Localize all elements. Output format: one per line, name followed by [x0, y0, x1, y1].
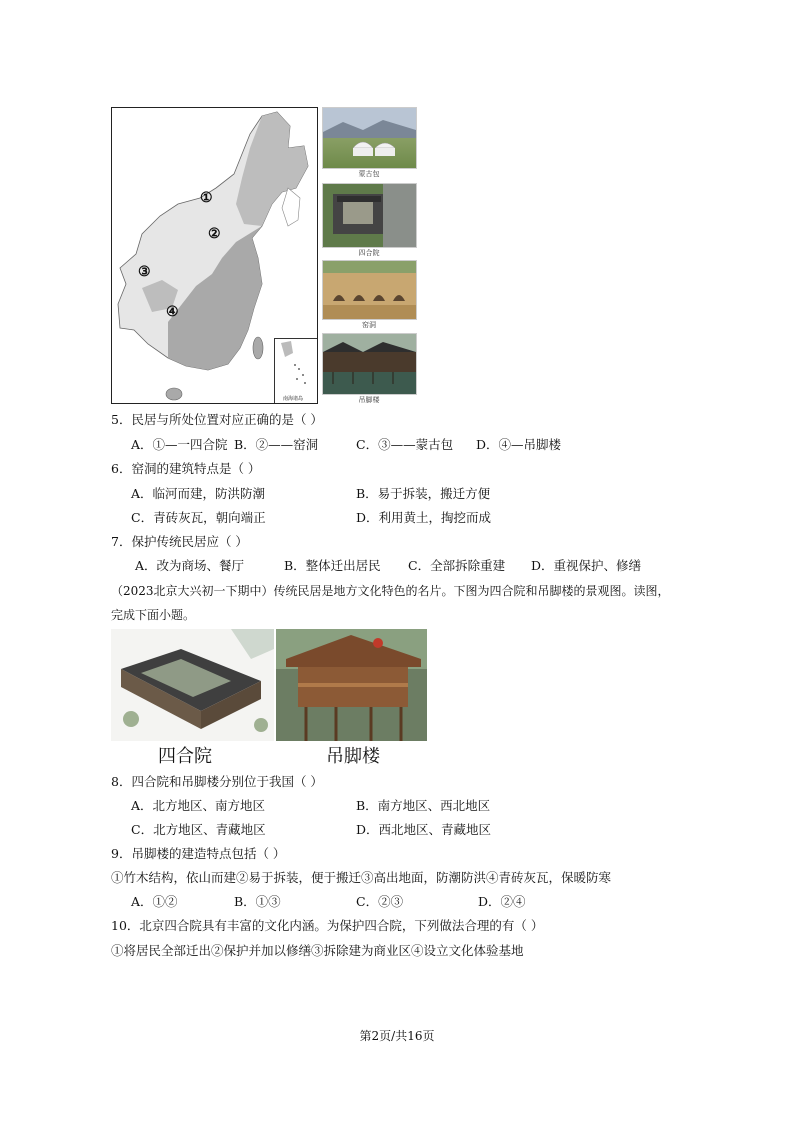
- q5-option-b[interactable]: B．②——窑洞: [234, 437, 319, 452]
- q8-option-b[interactable]: B．南方地区、西北地区: [356, 798, 491, 813]
- cave-dwelling-caption: 窑洞: [362, 321, 376, 329]
- q6-option-c[interactable]: C．青砖灰瓦，朝向端正: [131, 510, 266, 525]
- cave-dwelling-photo: [322, 260, 417, 320]
- china-map: [111, 107, 318, 404]
- siheyuan-caption: 四合院: [158, 746, 212, 767]
- stilt-house-photo: [322, 333, 417, 395]
- intro-line-2: 完成下面小题。: [111, 608, 196, 622]
- q10-stem: 10．北京四合院具有丰富的文化内涵。为保护四合院，下列做法合理的有（ ）: [111, 918, 544, 933]
- map-marker-4: ④: [166, 304, 179, 320]
- inset-label: 南海诸岛: [283, 396, 304, 402]
- q7-stem: 7．保护传统民居应（ ）: [111, 534, 248, 549]
- courtyard-caption: 四合院: [358, 249, 380, 257]
- q8-option-d[interactable]: D．西北地区、青藏地区: [356, 822, 492, 837]
- courtyard-photo: [322, 183, 417, 248]
- q5-stem: 5．民居与所处位置对应正确的是（ ）: [111, 412, 323, 427]
- q9-option-d[interactable]: D．②④: [478, 894, 526, 909]
- q8-option-a[interactable]: A．北方地区、南方地区: [131, 798, 266, 813]
- stilt-house-icon: [323, 334, 416, 394]
- map-marker-1: ①: [200, 190, 213, 206]
- q7-option-d[interactable]: D．重视保护、修缮: [531, 558, 642, 573]
- q5-option-d[interactable]: D．④—吊脚楼: [476, 437, 562, 452]
- q6-option-a[interactable]: A．临河而建，防洪防潮: [131, 486, 266, 501]
- q8-option-c[interactable]: C．北方地区、青藏地区: [131, 822, 266, 837]
- inset-islands-icon: [275, 339, 317, 395]
- q7-option-b[interactable]: B．整体迁出居民: [284, 558, 381, 573]
- q10-detail: ①将居民全部迁出②保护并加以修缮③拆除建为商业区④设立文化体验基地: [111, 943, 524, 958]
- q9-option-a[interactable]: A．①②: [131, 894, 178, 909]
- q7-option-a[interactable]: A．改为商场、餐厅: [135, 558, 245, 573]
- q9-option-b[interactable]: B．①③: [234, 894, 281, 909]
- q6-option-d[interactable]: D．利用黄土，掏挖而成: [356, 510, 492, 525]
- south-china-sea-inset: [274, 338, 318, 404]
- diaojiaolou-caption: 吊脚楼: [326, 746, 380, 767]
- diaojiaolou-icon: [276, 629, 427, 741]
- map-marker-2: ②: [208, 226, 221, 242]
- siheyuan-icon: [111, 629, 274, 741]
- yurt-photo: [322, 107, 417, 169]
- q5-option-a[interactable]: A．①—一四合院: [131, 437, 228, 452]
- q6-stem: 6．窑洞的建筑特点是（ ）: [111, 461, 261, 476]
- courtyard-icon: [323, 184, 416, 247]
- siheyuan-image: [111, 629, 274, 741]
- diaojiaolou-image: [276, 629, 427, 741]
- intro-line-1: （2023北京大兴初一下期中）传统民居是地方文化特色的名片。下图为四合院和吊脚楼的景观图。读图，: [111, 584, 670, 598]
- q5-option-c[interactable]: C．③——蒙古包: [356, 437, 454, 452]
- stilt-house-caption: 吊脚楼: [358, 396, 380, 404]
- q7-option-c[interactable]: C．全部拆除重建: [408, 558, 506, 573]
- q8-stem: 8．四合院和吊脚楼分别位于我国（ ）: [111, 774, 323, 789]
- yurt-caption: 蒙古包: [358, 170, 380, 178]
- page-number: 第2页/共16页: [359, 1029, 435, 1043]
- q6-option-b[interactable]: B．易于拆装，搬迁方便: [356, 486, 491, 501]
- q9-stem: 9．吊脚楼的建造特点包括（ ）: [111, 846, 286, 861]
- map-marker-3: ③: [138, 264, 151, 280]
- q9-option-c[interactable]: C．②③: [356, 894, 404, 909]
- q9-detail: ①竹木结构，依山而建②易于拆装，便于搬迁③高出地面，防潮防洪④青砖灰瓦，保暖防寒: [111, 870, 612, 885]
- yurt-icon: [323, 108, 416, 168]
- cave-dwelling-icon: [323, 261, 416, 319]
